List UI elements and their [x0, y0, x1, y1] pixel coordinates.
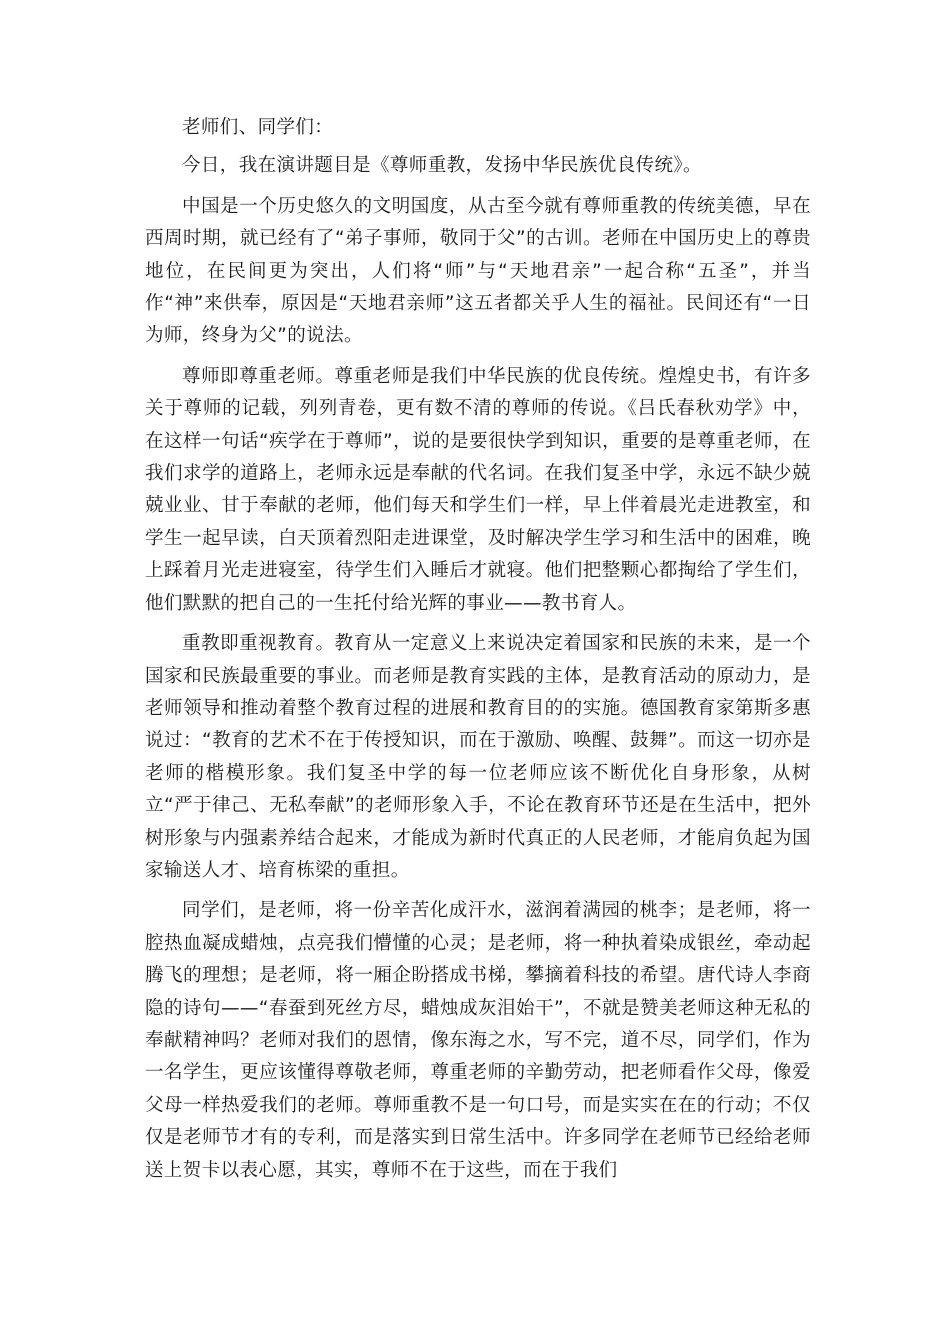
- document-body: [145, 112, 811, 1195]
- topic-paragraph: 今日，我在演讲题目是《尊师重教，发扬中华民族优良传统》。: [182, 155, 702, 177]
- respect-teachers-paragraph: 尊师即尊重老师。尊重老师是我们中华民族的优良传统。煌煌史书，有许多关于尊师的记载，列列青卷，更有数不清的尊师的传说。《吕氏春秋劝学》中，在这样一句话“疾学在于尊师”，说的是要很快学到知识，重要的是尊重老师，在我们求学的道路上，老师永远是奉献的代名词。在我们复圣中学，永远不缺少兢兢业业、甘于奉献的老师，他们每天和学生们一样，早上伴着晨光走进教室，和学生一起早读，白天顶着烈阳走进课堂，及时解决学生学习和生活中的困难，晚上踩着月光走进寝室，待学生们入睡后才就寝。他们把整颗心都掏给了学生们，他们默默的把自己的一生托付给光辉的事业——教书育人。: [145, 365, 811, 614]
- salutation-paragraph: 老师们、同学们：: [182, 117, 334, 138]
- history-paragraph: 中国是一个历史悠久的文明国度，从古至今就有尊师重教的传统美德，早在西周时期，就已经有了“弟子事师，敬同于父”的古训。老师在中国历史上的尊贵地位，在民间更为突出，人们将“师”与“天地君亲”一起合称“五圣”，并当作“神”来供奉，原因是“天地君亲师”这五者都关乎人生的福祉。民间还有“一日为师，终身为父”的说法。: [145, 195, 811, 347]
- value-education-paragraph: 重教即重视教育。教育从一定意义上来说决定着国家和民族的未来，是一个国家和民族最重要的事业。而老师是教育实践的主体，是教育活动的原动力，是老师领导和推动着整个教育过程的进展和教育目的的实施。德国教育家第斯多惠说过：“教育的艺术不在于传授知识，而在于激励、唤醒、鼓舞”。而这一切亦是老师的楷模形象。我们复圣中学的每一位老师应该不断优化自身形象，从树立“严于律己、无私奉献”的老师形象入手，不论在教育环节还是在生活中，把外树形象与内强素养结合起来，才能成为新时代真正的人民老师，才能肩负起为国家输送人才、培育栋梁的重担。: [145, 633, 811, 881]
- appeal-to-students-paragraph: 同学们，是老师，将一份辛苦化成汗水，滋润着满园的桃李；是老师，将一腔热血凝成蜡烛，点亮我们懵懂的心灵；是老师，将一种执着染成银丝，牵动起腾飞的理想；是老师，将一厢企盼搭成书梯，攀摘着科技的希望。唐代诗人李商隐的诗句——“春蚕到死丝方尽，蜡烛成灰泪始干”，不就是赞美老师这种无私的奉献精神吗？老师对我们的恩情，像东海之水，写不完，道不尽，同学们，作为一名学生，更应该懂得尊敬老师，尊重老师的辛勤劳动，把老师看作父母，像爱父母一样热爱我们的老师。尊师重教不是一句口号，而是实实在在的行动；不仅仅是老师节才有的专利，而是落实到日常生活中。许多同学在老师节已经给老师送上贺卡以表心愿，其实，尊师不在于这些，而在于我们: [145, 900, 811, 1181]
